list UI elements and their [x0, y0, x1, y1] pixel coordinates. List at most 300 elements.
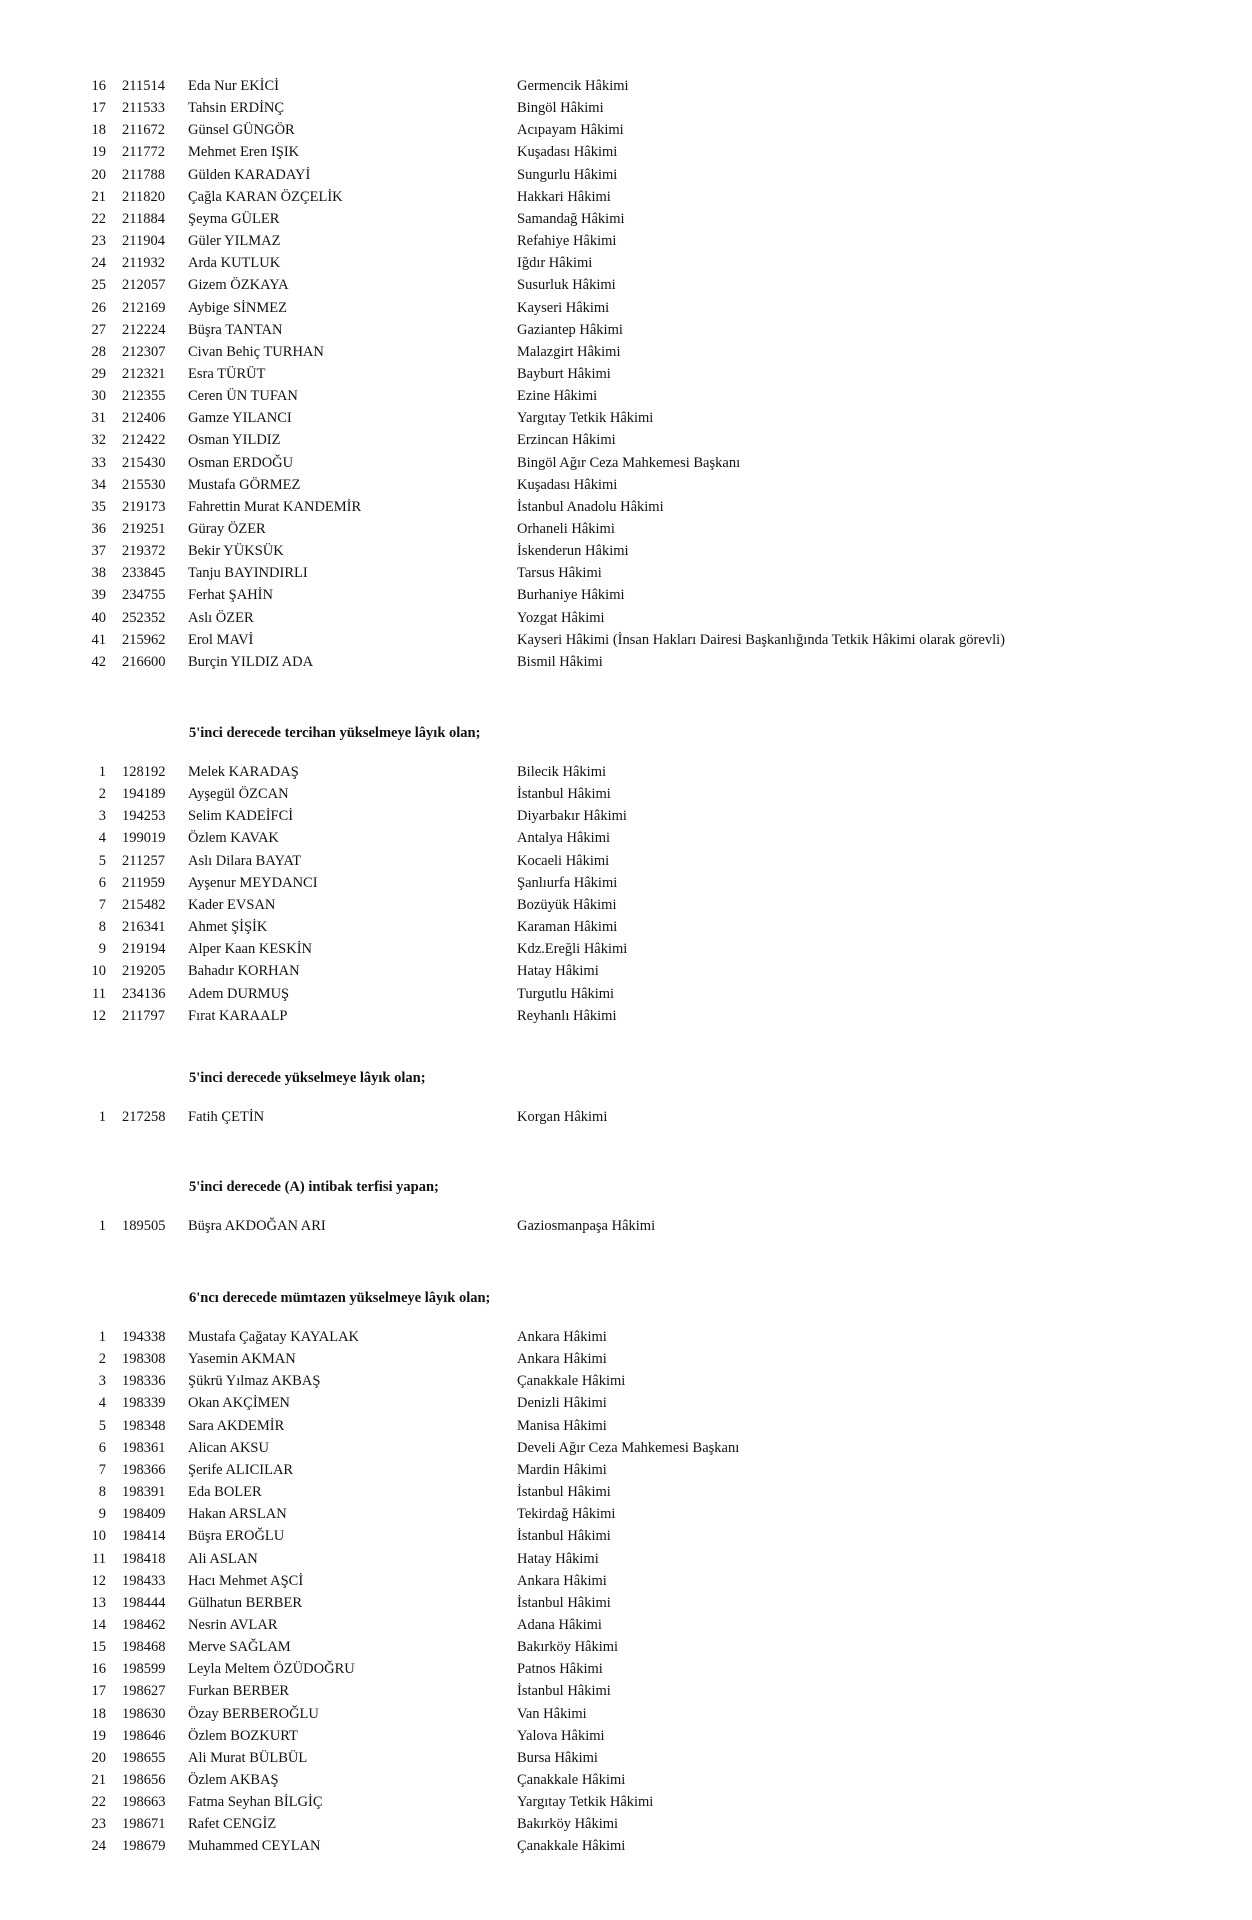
- assignment-place: Refahiye Hâkimi: [517, 233, 617, 250]
- registry-number: 199019: [122, 830, 166, 847]
- assignment-place: Bilecik Hâkimi: [517, 764, 606, 780]
- list-row: [0, 651, 1252, 673]
- list-row: [0, 1548, 1252, 1570]
- assignment-place: Bingöl Ağır Ceza Mahkemesi Başkanı: [517, 454, 741, 471]
- registry-number: 211788: [122, 166, 165, 183]
- person-name: Rafet CENGİZ: [188, 1816, 277, 1833]
- list-row: [0, 1680, 1252, 1702]
- section-heading: 6'ncı derecede mümtazen yükselmeye lâyık olan;: [189, 1290, 491, 1306]
- row-number: 16: [91, 1661, 106, 1678]
- list-row: [0, 783, 1252, 805]
- assignment-place: Kayseri Hâkimi: [517, 299, 610, 316]
- registry-number: 198462: [122, 1616, 166, 1633]
- assignment-place: Orhaneli Hâkimi: [517, 521, 615, 537]
- list-row: [0, 1392, 1252, 1414]
- assignment-place: Bayburt Hâkimi: [517, 365, 611, 382]
- person-name: Aslı ÖZER: [188, 609, 254, 626]
- assignment-place: Develi Ağır Ceza Mahkemesi Başkanı: [517, 1439, 740, 1456]
- row-number: 1: [98, 1109, 106, 1125]
- person-name: Özlem KAVAK: [188, 830, 279, 847]
- registry-number: 198433: [122, 1572, 166, 1589]
- assignment-place: Ankara Hâkimi: [517, 1329, 607, 1345]
- registry-number: 198366: [122, 1461, 166, 1478]
- registry-number: 198627: [122, 1683, 166, 1700]
- assignment-place: Bismil Hâkimi: [517, 653, 603, 670]
- registry-number: 198646: [122, 1727, 166, 1744]
- assignment-place: Diyarbakır Hâkimi: [517, 808, 627, 825]
- assignment-place: Şanlıurfa Hâkimi: [517, 874, 618, 891]
- registry-number: 194338: [122, 1329, 166, 1345]
- person-name: Sara AKDEMİR: [188, 1417, 285, 1434]
- section-heading: 5'inci derecede yükselmeye lâyık olan;: [189, 1070, 426, 1086]
- registry-number: 219205: [122, 963, 166, 980]
- registry-number: 212355: [122, 388, 166, 405]
- assignment-place: Adana Hâkimi: [517, 1616, 602, 1633]
- person-name: Tanju BAYINDIRLI: [188, 565, 308, 582]
- list-row: [0, 429, 1252, 451]
- person-name: Ceren ÜN TUFAN: [188, 388, 298, 405]
- section-heading: 5'inci derecede tercihan yükselmeye lâyık olan;: [189, 725, 481, 741]
- person-name: Mehmet Eren IŞIK: [188, 144, 300, 161]
- list-row: [0, 1769, 1252, 1791]
- person-name: Gamze YILANCI: [188, 410, 292, 427]
- row-number: 6: [98, 874, 106, 891]
- list-row: [0, 1106, 1252, 1128]
- row-number: 35: [91, 498, 106, 515]
- row-number: 27: [91, 321, 106, 338]
- registry-number: 211884: [122, 210, 165, 227]
- registry-number: 212057: [122, 277, 166, 294]
- row-number: 30: [91, 388, 106, 405]
- registry-number: 198391: [122, 1484, 166, 1501]
- assignment-place: Malazgirt Hâkimi: [517, 343, 621, 360]
- row-number: 14: [91, 1616, 106, 1633]
- list-row: [0, 186, 1252, 208]
- assignment-place: Hatay Hâkimi: [517, 963, 599, 980]
- person-name: Yasemin AKMAN: [188, 1351, 296, 1368]
- person-name: Büşra TANTAN: [188, 321, 283, 338]
- row-number: 23: [91, 1816, 106, 1833]
- person-name: Ayşegül ÖZCAN: [188, 786, 289, 803]
- row-number: 32: [91, 432, 106, 449]
- person-name: Melek KARADAŞ: [188, 764, 299, 780]
- registry-number: 212406: [122, 410, 166, 427]
- assignment-place: İstanbul Hâkimi: [517, 1484, 611, 1501]
- row-number: 11: [92, 1550, 106, 1567]
- registry-number: 189505: [122, 1218, 166, 1234]
- person-name: Nesrin AVLAR: [188, 1616, 278, 1633]
- person-name: Güler YILMAZ: [188, 233, 281, 250]
- list-row: [0, 1215, 1252, 1237]
- row-number: 1: [98, 764, 106, 780]
- registry-number: 212224: [122, 321, 166, 338]
- person-name: Alper Kaan KESKİN: [188, 941, 313, 958]
- assignment-place: Acıpayam Hâkimi: [517, 122, 624, 139]
- person-name: Selim KADEİFCİ: [188, 808, 294, 825]
- assignment-place: Hatay Hâkimi: [517, 1550, 599, 1567]
- person-name: Şerife ALICILAR: [188, 1461, 294, 1478]
- registry-number: 252352: [122, 609, 166, 626]
- person-name: Eda BOLER: [188, 1484, 262, 1501]
- assignment-place: İstanbul Hâkimi: [517, 1683, 611, 1700]
- registry-number: 211932: [122, 255, 165, 272]
- row-number: 26: [91, 299, 106, 316]
- list-row: [0, 230, 1252, 252]
- list-row: [0, 119, 1252, 141]
- list-row: [0, 1658, 1252, 1680]
- row-number: 21: [91, 188, 106, 205]
- registry-number: 219173: [122, 498, 166, 515]
- row-number: 23: [91, 233, 106, 250]
- assignment-place: Kdz.Ereğli Hâkimi: [517, 941, 628, 958]
- row-number: 37: [91, 543, 106, 560]
- registry-number: 212307: [122, 343, 166, 360]
- assignment-place: Bingöl Hâkimi: [517, 100, 604, 117]
- assignment-place: Susurluk Hâkimi: [517, 277, 616, 294]
- row-number: 6: [98, 1439, 106, 1456]
- assignment-place: Tarsus Hâkimi: [517, 565, 602, 582]
- list-row: [0, 474, 1252, 496]
- row-number: 10: [91, 1528, 106, 1545]
- person-name: Tahsin ERDİNÇ: [188, 100, 285, 117]
- registry-number: 198361: [122, 1439, 166, 1456]
- registry-number: 211959: [122, 874, 165, 891]
- row-number: 19: [91, 144, 106, 161]
- registry-number: 219372: [122, 543, 166, 560]
- registry-number: 198409: [122, 1506, 166, 1523]
- assignment-place: Turgutlu Hâkimi: [517, 985, 615, 1002]
- assignment-place: Manisa Hâkimi: [517, 1417, 607, 1434]
- assignment-place: Yozgat Hâkimi: [517, 609, 605, 626]
- row-number: 41: [91, 631, 106, 648]
- registry-number: 216600: [122, 653, 166, 670]
- list-row: [0, 452, 1252, 474]
- row-number: 20: [91, 166, 106, 183]
- row-number: 13: [91, 1594, 106, 1611]
- assignment-place: Çanakkale Hâkimi: [517, 1373, 626, 1390]
- registry-number: 215962: [122, 631, 166, 648]
- list-row: [0, 1592, 1252, 1614]
- registry-number: 194253: [122, 808, 166, 825]
- assignment-place: Tekirdağ Hâkimi: [517, 1506, 616, 1523]
- row-number: 7: [98, 1461, 106, 1478]
- list-row: [0, 363, 1252, 385]
- list-row: [0, 1813, 1252, 1835]
- list-row: [0, 850, 1252, 872]
- list-row: [0, 164, 1252, 186]
- list-row: [0, 1326, 1252, 1348]
- list-row: [0, 894, 1252, 916]
- list-row: [0, 827, 1252, 849]
- registry-number: 198630: [122, 1705, 166, 1722]
- person-name: Kader EVSAN: [188, 896, 276, 913]
- row-number: 42: [91, 653, 106, 670]
- person-name: Leyla Meltem ÖZÜDOĞRU: [188, 1661, 355, 1678]
- assignment-place: Patnos Hâkimi: [517, 1661, 603, 1678]
- list-row: [0, 607, 1252, 629]
- person-name: Gizem ÖZKAYA: [188, 277, 289, 294]
- person-name: Mustafa Çağatay KAYALAK: [188, 1329, 360, 1345]
- person-name: Fahrettin Murat KANDEMİR: [188, 498, 362, 515]
- list-row: [0, 141, 1252, 163]
- list-row: [0, 1459, 1252, 1481]
- assignment-place: Kayseri Hâkimi (İnsan Hakları Dairesi Başkanlığında Tetkik Hâkimi olarak görevli): [517, 631, 1005, 648]
- assignment-place: Erzincan Hâkimi: [517, 432, 616, 449]
- row-number: 19: [91, 1727, 106, 1744]
- list-row: [0, 297, 1252, 319]
- person-name: Esra TÜRÜT: [188, 365, 266, 382]
- list-row: [0, 584, 1252, 606]
- row-number: 22: [91, 1794, 106, 1811]
- assignment-place: Bursa Hâkimi: [517, 1749, 598, 1766]
- assignment-place: Mardin Hâkimi: [517, 1461, 607, 1478]
- registry-number: 212422: [122, 432, 166, 449]
- person-name: Osman YILDIZ: [188, 432, 281, 449]
- row-number: 5: [98, 1417, 106, 1434]
- person-name: Gülden KARADAYİ: [188, 166, 311, 183]
- person-name: Özlem BOZKURT: [188, 1727, 298, 1744]
- registry-number: 198599: [122, 1661, 166, 1678]
- assignment-place: Yargıtay Tetkik Hâkimi: [517, 410, 654, 427]
- list-row: [0, 761, 1252, 783]
- person-name: Aslı Dilara BAYAT: [188, 852, 302, 869]
- row-number: 33: [91, 454, 106, 471]
- list-row: [0, 1570, 1252, 1592]
- person-name: Okan AKÇİMEN: [188, 1395, 290, 1412]
- row-number: 34: [91, 476, 106, 493]
- list-row: [0, 75, 1252, 97]
- registry-number: 198418: [122, 1550, 166, 1567]
- assignment-place: Germencik Hâkimi: [517, 78, 629, 94]
- assignment-place: Van Hâkimi: [517, 1705, 587, 1722]
- row-number: 11: [92, 985, 106, 1002]
- list-row: [0, 1791, 1252, 1813]
- registry-number: 211904: [122, 233, 165, 250]
- registry-number: 198339: [122, 1395, 166, 1412]
- person-name: Aybige SİNMEZ: [188, 299, 287, 316]
- person-name: Fatma Seyhan BİLGİÇ: [188, 1794, 323, 1811]
- person-name: Fırat KARAALP: [188, 1007, 288, 1024]
- list-row: [0, 1703, 1252, 1725]
- list-row: [0, 341, 1252, 363]
- person-name: Günsel GÜNGÖR: [188, 122, 295, 139]
- person-name: Eda Nur EKİCİ: [188, 78, 280, 94]
- registry-number: 198348: [122, 1417, 166, 1434]
- row-number: 40: [91, 609, 106, 626]
- list-row: [0, 1503, 1252, 1525]
- row-number: 22: [91, 210, 106, 227]
- list-row: [0, 208, 1252, 230]
- registry-number: 198444: [122, 1594, 166, 1611]
- list-row: [0, 97, 1252, 119]
- row-number: 12: [91, 1007, 106, 1024]
- person-name: Ayşenur MEYDANCI: [188, 874, 318, 891]
- list-row: [0, 872, 1252, 894]
- person-name: Ferhat ŞAHİN: [188, 587, 273, 604]
- list-row: [0, 983, 1252, 1005]
- person-name: Özlem AKBAŞ: [188, 1772, 279, 1788]
- row-number: 3: [98, 1373, 106, 1390]
- person-name: Büşra AKDOĞAN ARI: [188, 1218, 326, 1234]
- row-number: 39: [91, 587, 106, 604]
- assignment-place: Kuşadası Hâkimi: [517, 144, 618, 161]
- assignment-place: Sungurlu Hâkimi: [517, 166, 618, 183]
- row-number: 4: [98, 1395, 106, 1412]
- registry-number: 211772: [122, 144, 165, 161]
- registry-number: 212169: [122, 299, 166, 316]
- person-name: Şükrü Yılmaz AKBAŞ: [188, 1373, 321, 1390]
- row-number: 8: [98, 919, 106, 936]
- assignment-place: Samandağ Hâkimi: [517, 210, 625, 227]
- row-number: 24: [91, 255, 106, 272]
- assignment-place: Iğdır Hâkimi: [517, 255, 593, 272]
- person-name: Hakan ARSLAN: [188, 1506, 287, 1523]
- assignment-place: Hakkari Hâkimi: [517, 188, 611, 205]
- person-name: Hacı Mehmet AŞCİ: [188, 1572, 304, 1589]
- row-number: 16: [91, 78, 106, 94]
- list-row: [0, 1348, 1252, 1370]
- assignment-place: Kuşadası Hâkimi: [517, 476, 618, 493]
- assignment-place: Reyhanlı Hâkimi: [517, 1007, 617, 1024]
- assignment-place: Yalova Hâkimi: [517, 1727, 605, 1744]
- list-row: [0, 1725, 1252, 1747]
- list-row: [0, 518, 1252, 540]
- person-name: Arda KUTLUK: [188, 255, 281, 272]
- list-row: [0, 562, 1252, 584]
- registry-number: 128192: [122, 764, 166, 780]
- registry-number: 198663: [122, 1794, 166, 1811]
- assignment-place: İstanbul Hâkimi: [517, 786, 611, 803]
- registry-number: 198671: [122, 1816, 166, 1833]
- row-number: 36: [91, 521, 106, 537]
- registry-number: 216341: [122, 919, 166, 936]
- row-number: 25: [91, 277, 106, 294]
- row-number: 18: [91, 1705, 106, 1722]
- person-name: Büşra EROĞLU: [188, 1528, 285, 1545]
- person-name: Ali Murat BÜLBÜL: [188, 1749, 308, 1766]
- list-row: [0, 385, 1252, 407]
- registry-number: 215430: [122, 454, 166, 471]
- assignment-place: Bakırköy Hâkimi: [517, 1816, 619, 1833]
- registry-number: 198656: [122, 1772, 166, 1788]
- registry-number: 198468: [122, 1639, 166, 1656]
- person-name: Güray ÖZER: [188, 521, 266, 537]
- registry-number: 198414: [122, 1528, 166, 1545]
- section-heading: 5'inci derecede (A) intibak terfisi yapan;: [189, 1179, 439, 1195]
- list-row: [0, 1835, 1252, 1857]
- person-name: Bekir YÜKSÜK: [188, 543, 284, 560]
- list-row: [0, 1614, 1252, 1636]
- assignment-place: İstanbul Hâkimi: [517, 1594, 611, 1611]
- row-number: 17: [91, 1683, 106, 1700]
- person-name: Alican AKSU: [188, 1439, 269, 1456]
- person-name: Merve SAĞLAM: [188, 1639, 291, 1656]
- registry-number: 212321: [122, 365, 166, 382]
- row-number: 18: [91, 122, 106, 139]
- person-name: Mustafa GÖRMEZ: [188, 476, 301, 493]
- assignment-place: Karaman Hâkimi: [517, 919, 618, 936]
- assignment-place: İskenderun Hâkimi: [517, 543, 629, 560]
- assignment-place: Kocaeli Hâkimi: [517, 852, 610, 869]
- row-number: 21: [91, 1772, 106, 1788]
- assignment-place: Ezine Hâkimi: [517, 388, 598, 405]
- row-number: 24: [91, 1838, 106, 1855]
- list-row: [0, 1747, 1252, 1769]
- row-number: 2: [98, 786, 106, 803]
- person-name: Erol MAVİ: [188, 631, 254, 648]
- assignment-place: Burhaniye Hâkimi: [517, 587, 625, 604]
- assignment-place: Gaziosmanpaşa Hâkimi: [517, 1218, 656, 1234]
- list-row: [0, 252, 1252, 274]
- person-name: Muhammed CEYLAN: [188, 1838, 321, 1855]
- row-number: 15: [91, 1639, 106, 1656]
- person-name: Gülhatun BERBER: [188, 1594, 302, 1611]
- person-name: Çağla KARAN ÖZÇELİK: [188, 188, 343, 205]
- assignment-place: Antalya Hâkimi: [517, 830, 611, 847]
- list-row: [0, 1481, 1252, 1503]
- list-row: [0, 1415, 1252, 1437]
- list-row: [0, 1005, 1252, 1027]
- assignment-place: İstanbul Anadolu Hâkimi: [517, 498, 664, 515]
- row-number: 9: [98, 1506, 106, 1523]
- assignment-place: Çanakkale Hâkimi: [517, 1772, 626, 1788]
- registry-number: 198679: [122, 1838, 166, 1855]
- assignment-place: Denizli Hâkimi: [517, 1395, 607, 1412]
- list-row: [0, 938, 1252, 960]
- list-row: [0, 1525, 1252, 1547]
- person-name: Ahmet ŞİŞİK: [188, 919, 268, 936]
- registry-number: 215482: [122, 896, 166, 913]
- row-number: 20: [91, 1749, 106, 1766]
- registry-number: 215530: [122, 476, 166, 493]
- registry-number: 194189: [122, 786, 166, 803]
- registry-number: 234755: [122, 587, 166, 604]
- registry-number: 233845: [122, 565, 166, 582]
- assignment-place: İstanbul Hâkimi: [517, 1528, 611, 1545]
- registry-number: 211514: [122, 78, 165, 94]
- person-name: Osman ERDOĞU: [188, 454, 294, 471]
- assignment-place: Bozüyük Hâkimi: [517, 896, 617, 913]
- list-row: [0, 916, 1252, 938]
- list-row: [0, 1437, 1252, 1459]
- assignment-place: Bakırköy Hâkimi: [517, 1639, 619, 1656]
- assignment-place: Çanakkale Hâkimi: [517, 1838, 626, 1855]
- person-name: Furkan BERBER: [188, 1683, 290, 1700]
- registry-number: 211797: [122, 1007, 165, 1024]
- row-number: 38: [91, 565, 106, 582]
- registry-number: 198336: [122, 1373, 166, 1390]
- list-row: [0, 496, 1252, 518]
- list-row: [0, 1370, 1252, 1392]
- row-number: 1: [98, 1329, 106, 1345]
- person-name: Şeyma GÜLER: [188, 210, 280, 227]
- person-name: Civan Behiç TURHAN: [188, 343, 324, 360]
- registry-number: 211257: [122, 852, 165, 869]
- list-row: [0, 319, 1252, 341]
- registry-number: 211533: [122, 100, 165, 117]
- row-number: 3: [98, 808, 106, 825]
- person-name: Bahadır KORHAN: [188, 963, 300, 980]
- list-row: [0, 540, 1252, 562]
- row-number: 28: [91, 343, 106, 360]
- row-number: 29: [91, 365, 106, 382]
- registry-number: 198655: [122, 1749, 166, 1766]
- registry-number: 211672: [122, 122, 165, 139]
- row-number: 2: [98, 1351, 106, 1368]
- person-name: Fatih ÇETİN: [188, 1109, 265, 1125]
- registry-number: 211820: [122, 188, 165, 205]
- person-name: Burçin YILDIZ ADA: [188, 653, 314, 670]
